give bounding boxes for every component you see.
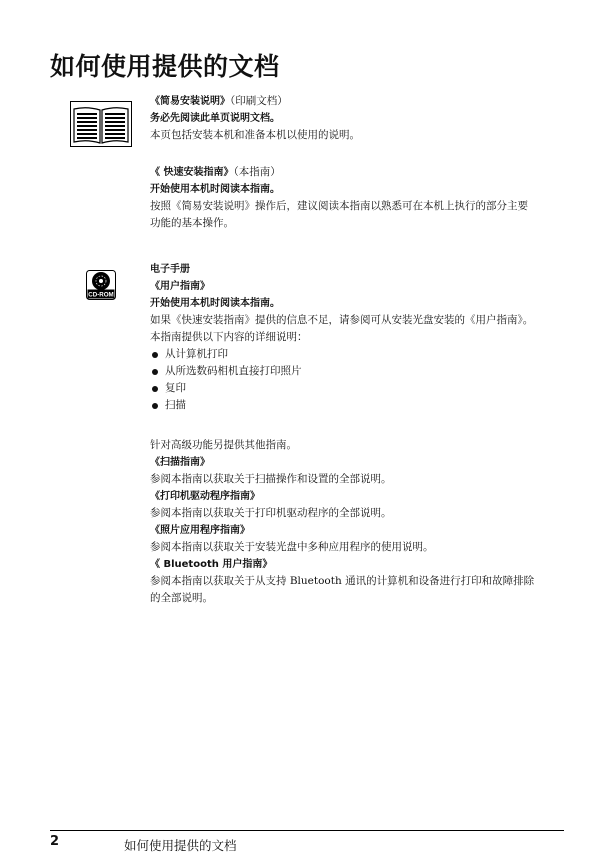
quick-start-start: 开始使用本机时阅读本指南。 <box>150 184 280 195</box>
list-item: 复印 <box>150 380 570 397</box>
list-item: 从计算机打印 <box>150 346 570 363</box>
quick-start-desc-2: 功能的基本操作。 <box>150 217 234 229</box>
scan-guide-title: 《扫描指南》 <box>150 457 210 468</box>
quick-start-desc-1: 按照《简易安装说明》操作后，建议阅读本指南以熟悉可在本机上执行的部分主要 <box>150 200 528 212</box>
cd-rom-label: CD-ROM <box>88 291 114 299</box>
photo-app-guide-title: 《照片应用程序指南》 <box>150 525 250 536</box>
bluetooth-guide-desc-2: 的全部说明。 <box>150 592 213 604</box>
bullet-icon <box>152 369 158 375</box>
easy-setup-note: （印刷文档） <box>230 95 288 107</box>
easy-setup-must-read: 务必先阅读此单页说明文档。 <box>150 113 280 124</box>
printed-docs-section <box>150 93 570 232</box>
bluetooth-guide-desc-1: 参阅本指南以获取关于从支持 Bluetooth 通讯的计算机和设备进行打印和故障排除 <box>150 575 535 587</box>
page-title: 如何使用提供的文档 <box>50 52 280 81</box>
bullet-icon <box>152 386 158 392</box>
bullet-icon <box>152 352 158 358</box>
quick-start-title: 《 快速安装指南》 <box>150 167 234 178</box>
quick-start-note: （本指南） <box>233 166 281 178</box>
list-item: 从所选数码相机直接打印照片 <box>150 363 570 380</box>
book-icon <box>70 101 132 147</box>
printer-driver-guide-desc: 参阅本指南以获取关于打印机驱动程序的全部说明。 <box>150 507 392 519</box>
page-number: 2 <box>50 834 60 849</box>
bluetooth-guide-title: 《 Bluetooth 用户指南》 <box>150 559 273 570</box>
electronic-manual-section <box>150 261 570 414</box>
cd-rom-icon <box>86 270 116 300</box>
user-guide-start: 开始使用本机时阅读本指南。 <box>150 298 280 309</box>
photo-app-guide-desc: 参阅本指南以获取关于安装光盘中多种应用程序的使用说明。 <box>150 541 434 553</box>
footer-divider <box>50 830 564 831</box>
easy-setup-desc: 本页包括安装本机和准备本机以使用的说明。 <box>150 129 360 141</box>
user-guide-desc-2: 本指南提供以下内容的详细说明： <box>150 331 308 343</box>
bullet-icon <box>152 403 158 409</box>
user-guide-title: 《用户指南》 <box>150 281 210 292</box>
electronic-manual-heading: 电子手册 <box>150 264 190 275</box>
advanced-intro: 针对高级功能另提供其他指南。 <box>150 439 297 451</box>
advanced-guides-section <box>150 437 570 607</box>
footer-title: 如何使用提供的文档 <box>124 838 237 853</box>
printer-driver-guide-title: 《打印机驱动程序指南》 <box>150 491 260 502</box>
user-guide-desc-1: 如果《快速安装指南》提供的信息不足，请参阅可从安装光盘安装的《用户指南》。 <box>150 314 534 326</box>
scan-guide-desc: 参阅本指南以获取关于扫描操作和设置的全部说明。 <box>150 473 392 485</box>
easy-setup-title: 《简易安装说明》 <box>150 96 230 107</box>
list-item: 扫描 <box>150 397 570 414</box>
